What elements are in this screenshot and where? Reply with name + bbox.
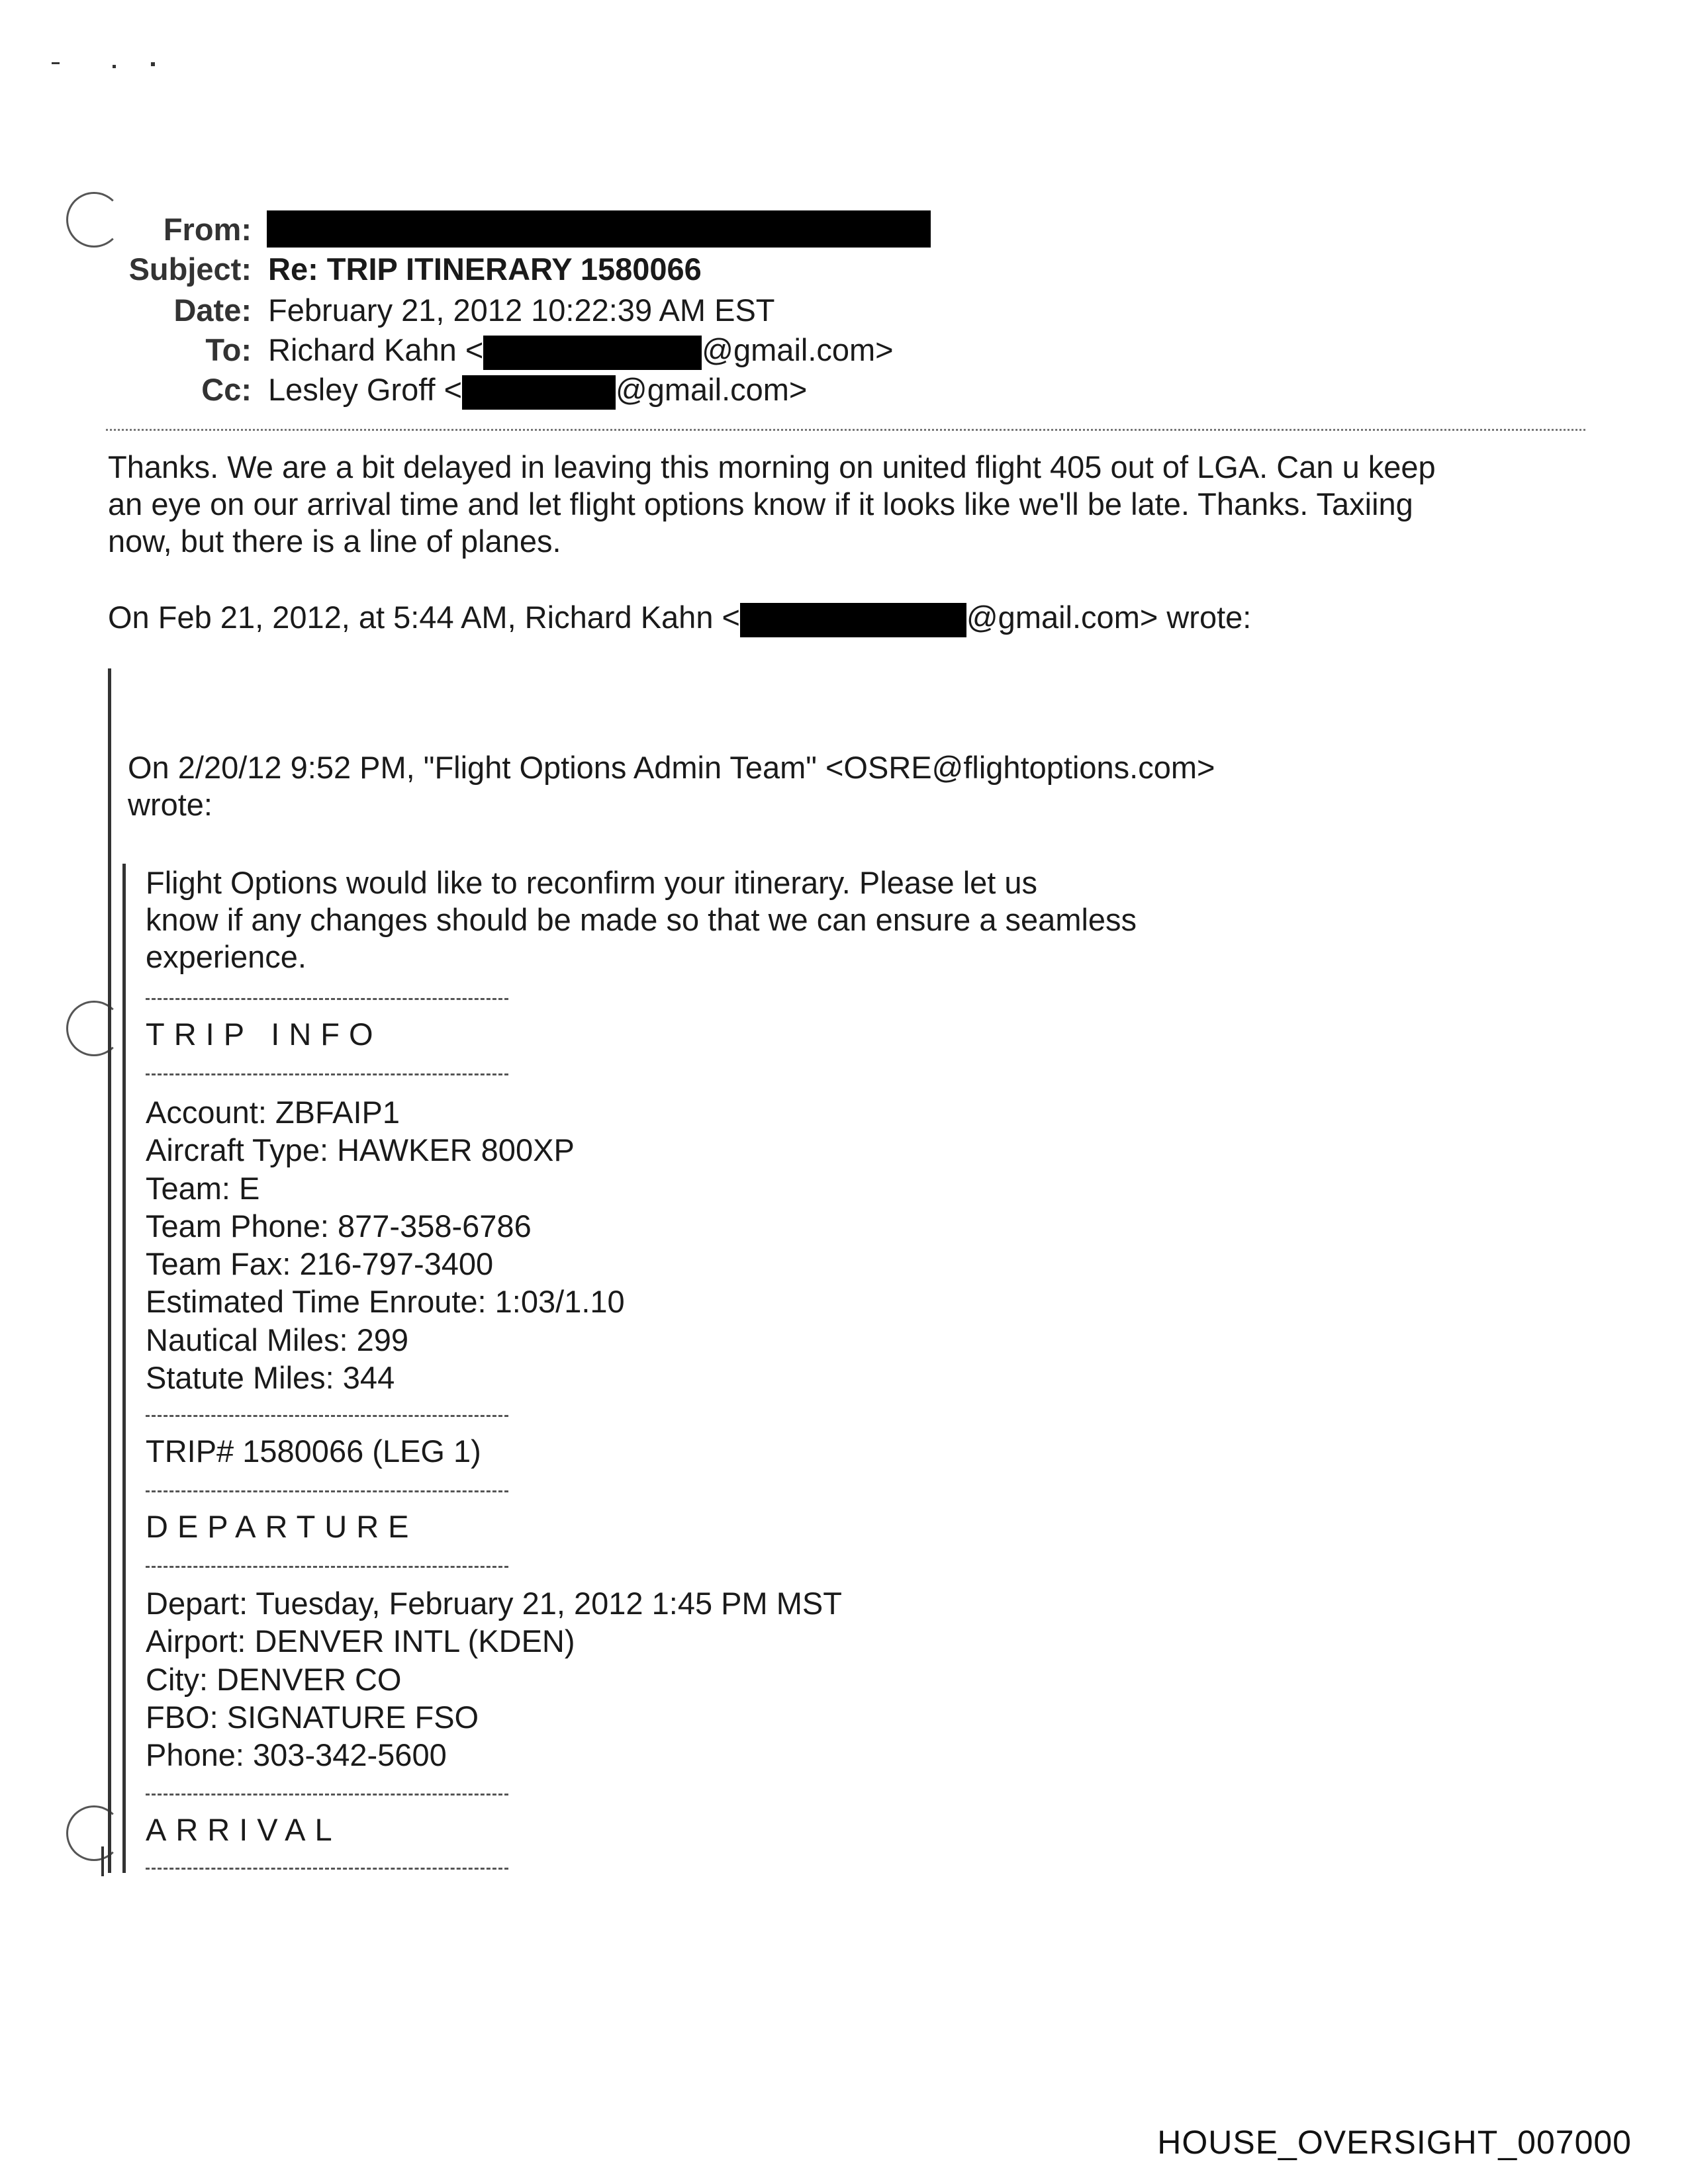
punch-hole-bottom xyxy=(66,1805,122,1861)
to-name: Richard Kahn < xyxy=(268,332,484,367)
departure-line: City: DENVER CO xyxy=(146,1661,402,1697)
header-divider xyxy=(106,429,1585,431)
trip-info-line: Team Fax: 216-797-3400 xyxy=(146,1246,494,1282)
subject-label: Subject: xyxy=(128,251,252,287)
quote-intro-suffix: @gmail.com> wrote: xyxy=(966,600,1252,635)
quote-redaction xyxy=(740,603,966,637)
section-divider xyxy=(146,1073,508,1075)
arrival-heading: ARRIVAL xyxy=(146,1812,342,1847)
inner-quote-line: On 2/20/12 9:52 PM, "Flight Options Admin Team" <OSRE@flightoptions.com> xyxy=(128,750,1215,785)
trip-info-heading: TRIP INFO xyxy=(146,1017,383,1052)
cc-redaction xyxy=(462,375,616,410)
to-label: To: xyxy=(205,332,252,367)
scan-speck xyxy=(113,65,116,68)
trip-info-line: Nautical Miles: 299 xyxy=(146,1322,409,1357)
from-label: From: xyxy=(163,212,252,247)
reply-line: Thanks. We are a bit delayed in leaving this morning on united flight 405 out of LGA. Can u keep xyxy=(108,449,1436,484)
trip-number: TRIP# 1580066 (LEG 1) xyxy=(146,1433,481,1469)
date-value: February 21, 2012 10:22:39 AM EST xyxy=(268,293,775,328)
section-divider xyxy=(146,1566,508,1568)
reply-line: an eye on our arrival time and let flight options know if it looks like we'll be late. Thanks. Taxiing xyxy=(108,486,1413,522)
reply-line: now, but there is a line of planes. xyxy=(108,523,561,559)
trip-info-list xyxy=(146,1093,625,1396)
section-divider xyxy=(146,1415,508,1417)
scan-speck xyxy=(151,62,155,66)
departure-line: FBO: SIGNATURE FSO xyxy=(146,1699,479,1735)
trip-info-line: Team: E xyxy=(146,1170,260,1206)
bates-number: HOUSE_OVERSIGHT_007000 xyxy=(1157,2124,1632,2161)
inner-quote-line: wrote: xyxy=(128,787,212,822)
quote-intro-prefix: On Feb 21, 2012, at 5:44 AM, Richard Kahn < xyxy=(108,600,740,635)
section-divider xyxy=(146,1490,508,1492)
section-divider xyxy=(146,1794,508,1796)
scan-speck xyxy=(52,62,60,64)
inner-quote-attribution xyxy=(128,749,1215,823)
punch-hole-middle xyxy=(66,1001,122,1056)
trip-info-line: Aircraft Type: HAWKER 800XP xyxy=(146,1132,575,1168)
trip-info-line: Team Phone: 877-358-6786 xyxy=(146,1208,532,1244)
to-redaction xyxy=(483,336,702,370)
from-redaction xyxy=(267,210,931,248)
departure-line: Phone: 303-342-5600 xyxy=(146,1737,447,1773)
trip-info-line: Account: ZBFAIP1 xyxy=(146,1095,400,1130)
departure-heading: DEPARTURE xyxy=(146,1509,418,1544)
section-divider xyxy=(146,1868,508,1870)
date-label: Date: xyxy=(173,293,252,328)
departure-line: Depart: Tuesday, February 21, 2012 1:45 PM MST xyxy=(146,1586,842,1621)
trip-info-line: Estimated Time Enroute: 1:03/1.10 xyxy=(146,1284,625,1320)
cc-name: Lesley Groff < xyxy=(268,372,463,407)
itinerary-intro xyxy=(146,864,1137,976)
to-domain: @gmail.com> xyxy=(702,332,894,367)
to-value xyxy=(268,331,894,370)
cc-domain: @gmail.com> xyxy=(616,372,808,407)
intro-line: know if any changes should be made so that we can ensure a seamless xyxy=(146,902,1137,937)
subject-value: Re: TRIP ITINERARY 1580066 xyxy=(268,251,702,287)
trip-info-line: Statute Miles: 344 xyxy=(146,1360,395,1396)
reply-message xyxy=(108,449,1630,560)
departure-list xyxy=(146,1584,842,1774)
cc-label: Cc: xyxy=(201,372,252,407)
cc-value xyxy=(268,371,807,410)
quote-attribution xyxy=(108,598,1251,637)
quote-bar-inner xyxy=(122,864,126,1873)
departure-line: Airport: DENVER INTL (KDEN) xyxy=(146,1623,575,1659)
intro-line: experience. xyxy=(146,939,306,974)
quote-bar-outer xyxy=(108,668,111,1873)
intro-line: Flight Options would like to reconfirm your itinerary. Please let us xyxy=(146,865,1038,900)
section-divider xyxy=(146,998,508,1000)
quote-bar-outer-stub xyxy=(101,1846,104,1876)
